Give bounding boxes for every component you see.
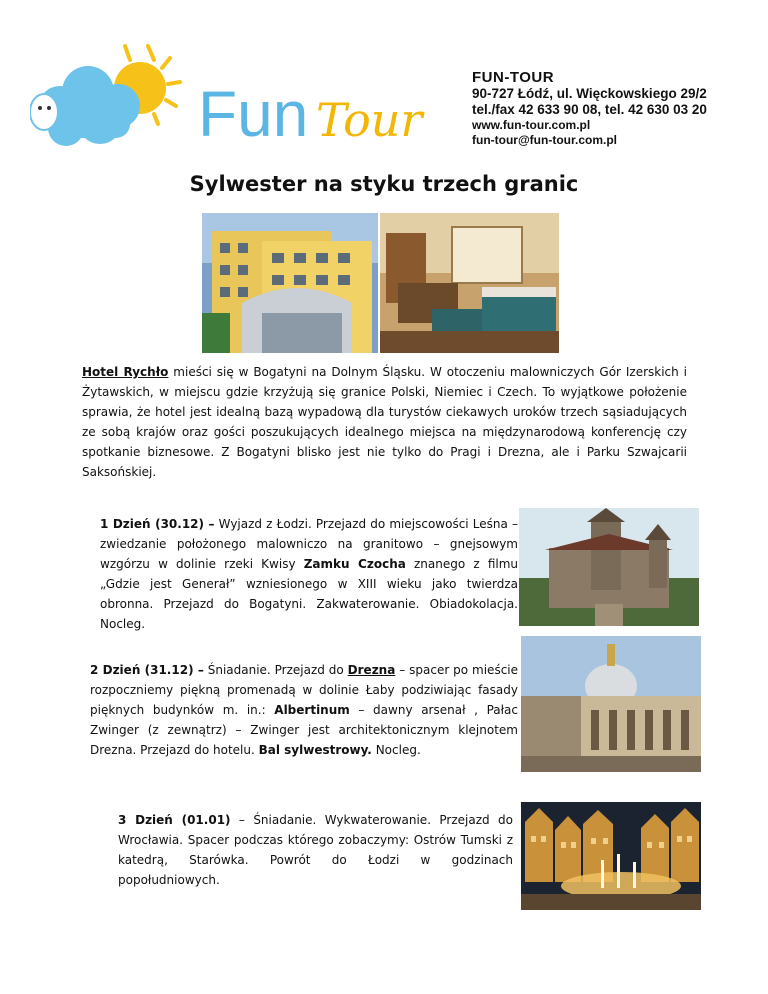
day-1-head: 1 Dzień (30.12) – xyxy=(100,517,215,531)
day-2-dresden: Drezna xyxy=(347,663,396,677)
fun-tour-logo xyxy=(30,38,450,158)
company-email: fun-tour@fun-tour.com.pl xyxy=(472,133,618,147)
czocha-castle-photo xyxy=(519,508,699,626)
day-2-head: 2 Dzień (31.12) – xyxy=(90,663,204,677)
day-3-head: 3 Dzień (01.01) xyxy=(118,813,231,827)
logo-tour-text: Tour xyxy=(316,93,423,147)
day-1-text: Wyjazd z Łodzi. Przejazd do miejscowości Leśna – zwiedzanie położonego malowniczo na granitowo – gnejsowym wzgórzu w dolinie rzeki Kwisy xyxy=(100,517,518,571)
day-2-text: Śniadanie. Przejazd do xyxy=(203,663,348,677)
hotel-photos xyxy=(202,213,559,353)
day-3-text: – Śniadanie. Wykwaterowanie. Przejazd do Wrocławia. Spacer podczas którego zobaczymy: Ostrów Tumski z katedrą, Starówka. Powrót do Łodzi w godzinach popołudniowych. xyxy=(118,813,513,887)
day-2-text-3: – dawny arsenał , Pałac Zwinger (z zewnątrz) – Zwinger jest architektonicznym klejnotem Drezna. Przejazd do hotelu. xyxy=(90,703,518,757)
day-1 xyxy=(100,514,518,634)
intro-paragraph xyxy=(82,362,687,482)
wroclaw-photo xyxy=(521,802,701,910)
day-3 xyxy=(118,810,513,890)
day-1-castle: Zamku Czocha xyxy=(303,557,406,571)
hotel-name: Hotel Rychło xyxy=(82,365,169,379)
day-2-text-2: – spacer po mieście rozpoczniemy piękną promenadą w dolinie Łaby podziwiając fasady pięknych budynków m. in.: xyxy=(90,663,519,717)
company-name: FUN-TOUR xyxy=(472,69,555,86)
dresden-photo xyxy=(521,636,701,772)
day-1-text-end: znanego z filmu „Gdzie jest Generał” wzniesionego w XIII wieku jako twierdza obronna. Przejazd do Bogatyni. Zakwaterowanie. Obiadokolacja. Nocleg. xyxy=(100,557,519,631)
company-phone: tel./fax 42 633 90 08, tel. 42 630 03 20 xyxy=(472,102,707,117)
day-2-albertinum: Albertinum xyxy=(274,703,350,717)
day-2-text-4: Nocleg. xyxy=(371,743,421,757)
day-2 xyxy=(90,660,518,760)
company-address: 90-727 Łódź, ul. Więckowskiego 29/2 xyxy=(472,86,707,101)
company-info xyxy=(472,70,762,148)
page-title: Sylwester na styku trzech granic xyxy=(189,172,579,196)
company-web: www.fun-tour.com.pl xyxy=(472,118,591,132)
logo-fun-text: Fun xyxy=(198,78,309,150)
intro-text: mieści się w Bogatyni na Dolnym Śląsku. W otoczeniu malowniczych Gór Izerskich i Żytawskich, w miejscu gdzie krzyżują się granice Polski, Niemiec i Czech. To wyjątkowe położenie sprawia, że hotel jest idealną bazą wypadową dla turystów ciekawych uroków trzech sąsiadujących ze sobą krajów oraz gości poszukujących idealnego miejsca na międzynarodową konferencję czy spotkanie biznesowe. Z Bogatyni blisko jest nie tylko do Pragi i Drezna, ale i Parku Szwajcarii Saksońskiej. xyxy=(82,365,687,479)
day-2-ball: Bal sylwestrowy. xyxy=(258,743,372,757)
